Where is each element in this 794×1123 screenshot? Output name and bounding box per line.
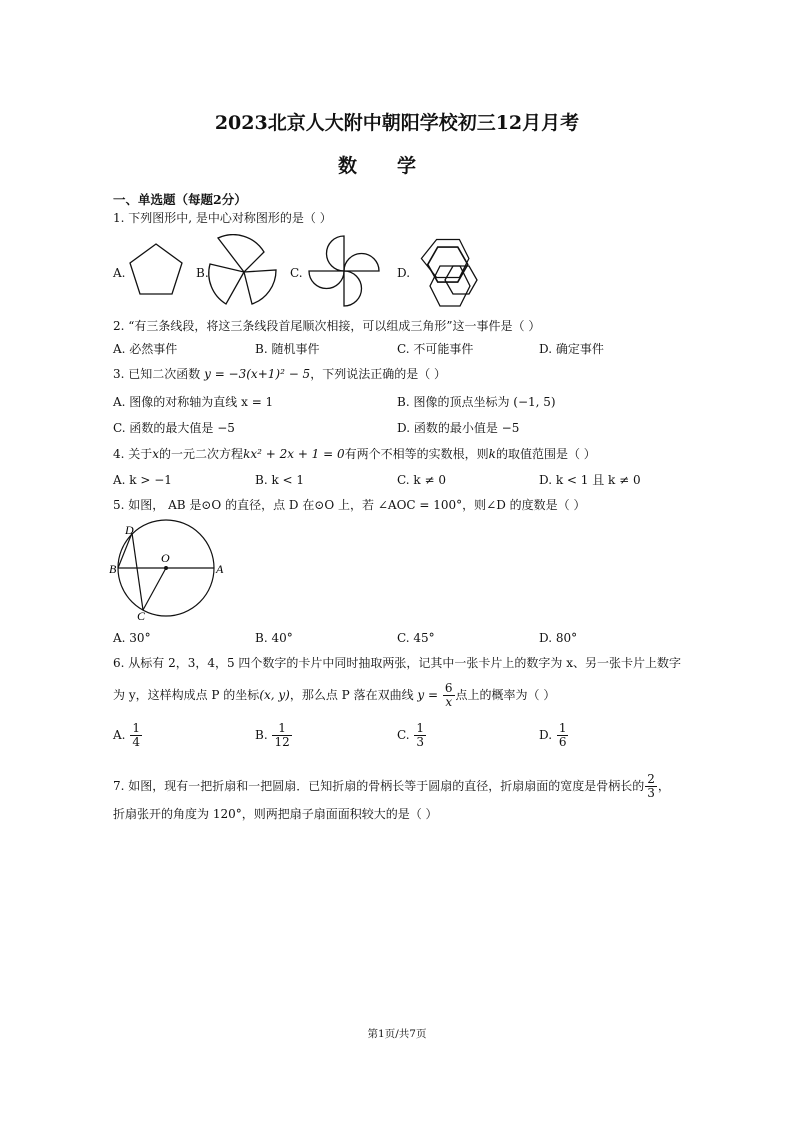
q6-curve-den: x (445, 695, 453, 709)
q6-option-a-num: 1 (132, 721, 140, 735)
q3-option-a: A. 图像的对称轴为直线 x = 1 (113, 395, 274, 409)
q4-option-a: A. k > −1 (113, 473, 172, 487)
q6-option-c (397, 722, 427, 749)
q3-formula: y = −3(x+1)² − 5 (204, 367, 311, 381)
pinwheel-figure (305, 232, 383, 310)
q7-frac-num: 2 (647, 772, 655, 786)
q6-option-c-den: 3 (416, 735, 425, 749)
q2-option-d: D. 确定事件 (539, 342, 604, 356)
q6-line2-a: 为 y，这样构成点 P 的坐标 (113, 688, 260, 702)
q6-option-a-den: 4 (132, 735, 140, 749)
q6-option-b-den: 12 (274, 735, 290, 749)
q6-line1: 6. 从标有 2，3，4，5 四个数字的卡片中同时抽取两张，记其中一张卡片上的数字为 x、另一张卡片上数字 (113, 656, 682, 670)
q3-stem-end: ，下列说法正确的是（ ） (310, 367, 447, 381)
q2-option-b: B. 随机事件 (255, 342, 320, 356)
q1-option-d-label: D. (397, 266, 411, 280)
q6-line2-c: 点上的概率为（ ） (455, 688, 556, 702)
q1-stem: 1. 下列图形中, 是中心对称图形的是（ ） (113, 211, 332, 225)
q5-option-a: A. 30° (113, 631, 151, 645)
q6-option-a-fraction (130, 722, 142, 749)
q3-stem-start: 3. 已知二次函数 (113, 367, 201, 381)
label-o: O (161, 551, 170, 565)
q6-curve-num: 6 (444, 681, 453, 695)
q3-option-b: B. 图像的顶点坐标为 (−1, 5) (397, 395, 556, 409)
q7-line1-text: 7. 如图，现有一把折扇和一把圆扇．已知折扇的骨柄长等于圆扇的直径，折扇扇面的宽度是骨柄长的 (113, 779, 645, 793)
q6-option-a (113, 722, 143, 749)
q6-option-a-label: A. (113, 728, 126, 742)
q6-option-b-fraction (272, 722, 291, 749)
q4-stem-c: 有两个不相等的实数根，则 (344, 447, 489, 461)
q6-coord: (x, y) (259, 688, 290, 702)
q6-curve-fraction (443, 682, 455, 709)
q1-option-a-label: A. (113, 266, 126, 280)
q5-option-d: D. 80° (539, 631, 578, 645)
q6-line2-b: ，那么点 P 落在双曲线 (289, 688, 414, 702)
q4-stem (113, 446, 596, 462)
page-number: 第1页/共7页 (367, 1028, 427, 1040)
section-heading: 一、单选题（每题2分） (113, 192, 247, 207)
q6-option-b-label: B. (255, 728, 268, 742)
subject-title: 数学 (337, 155, 456, 177)
label-b: B (109, 562, 117, 576)
q7-line2: 折扇张开的角度为 120°，则两把扇子扇面面积较大的是（ ） (113, 807, 438, 821)
q4-formula: kx² + 2x + 1 = 0 (243, 447, 345, 461)
label-d: D (125, 523, 134, 537)
q7-fraction (645, 773, 657, 800)
q7-line1-end: ， (657, 779, 670, 793)
q3-option-d: D. 函数的最小值是 −5 (397, 421, 520, 435)
q2-option-c: C. 不可能事件 (397, 342, 474, 356)
q3-stem (113, 366, 446, 382)
label-a: A (216, 562, 224, 576)
q4-var-x: x (152, 447, 160, 461)
q6-option-d (539, 722, 569, 749)
q5-option-b: B. 40° (255, 631, 293, 645)
hexagons-figure (410, 230, 494, 314)
q4-stem-d: 的取值范围是（ ） (495, 447, 596, 461)
q4-stem-a: 4. 关于 (113, 447, 153, 461)
q6-option-c-label: C. (397, 728, 410, 742)
three-blade-figure (206, 234, 282, 310)
q6-option-c-num: 1 (416, 721, 425, 735)
q4-option-c: C. k ≠ 0 (397, 473, 446, 487)
q6-option-d-den: 6 (558, 735, 567, 749)
q7-line1 (113, 773, 670, 800)
q6-curve-lhs: y = (417, 688, 439, 702)
q4-option-b: B. k < 1 (255, 473, 305, 487)
q6-option-c-fraction (414, 722, 426, 749)
label-c: C (137, 609, 146, 622)
pentagon-figure (124, 238, 188, 302)
q1-option-b-label: B. (196, 266, 209, 280)
page-title: 2023北京人大附中朝阳学校初三12月月考 (214, 112, 580, 134)
q1-option-c-label: C. (290, 266, 303, 280)
q6-option-d-num: 1 (558, 721, 567, 735)
q6-option-b-num: 1 (272, 722, 291, 736)
q5-stem: 5. 如图， AB 是⊙O 的直径，点 D 在⊙O 上，若 ∠AOC = 100°，则∠D 的度数是（ ） (113, 498, 586, 512)
q6-line2 (113, 682, 555, 709)
q6-option-b (255, 722, 293, 749)
q6-option-d-fraction (557, 722, 569, 749)
q4-var-k: k (488, 447, 496, 461)
q7-frac-den: 3 (647, 786, 655, 800)
circle-diagram (108, 518, 232, 622)
q4-stem-b: 的一元二次方程 (159, 447, 244, 461)
q4-option-d: D. k < 1 且 k ≠ 0 (539, 473, 641, 487)
q2-stem: 2. “有三条线段，将这三条线段首尾顺次相接，可以组成三角形”这一事件是（ ） (113, 319, 541, 333)
q3-option-c: C. 函数的最大值是 −5 (113, 421, 235, 435)
q6-option-d-label: D. (539, 728, 553, 742)
q2-option-a: A. 必然事件 (113, 342, 178, 356)
q5-option-c: C. 45° (397, 631, 435, 645)
